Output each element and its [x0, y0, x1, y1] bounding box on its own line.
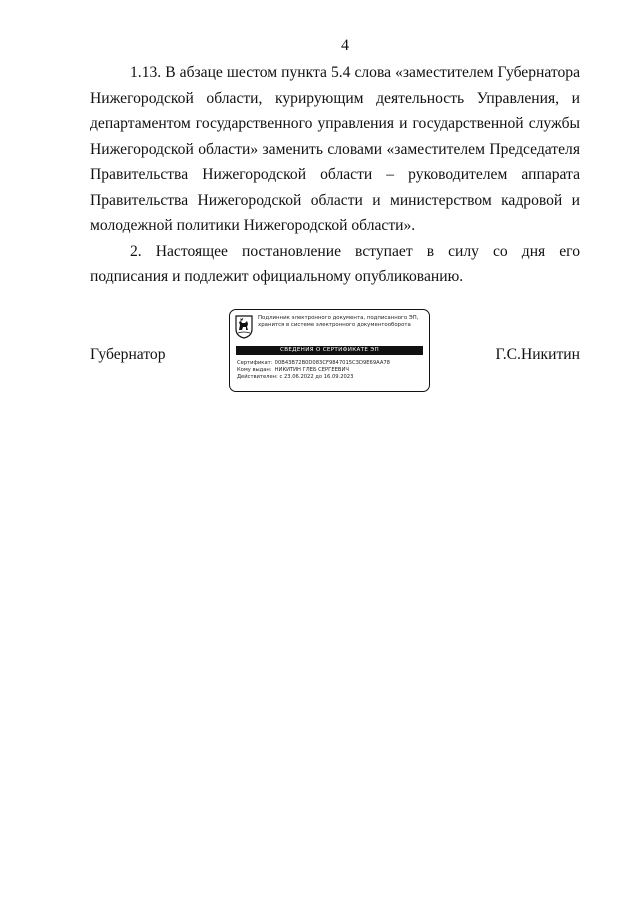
issued-to-value: НИКИТИН ГЛЕБ СЕРГЕЕВИЧ	[274, 367, 349, 373]
stamp-header-line-2: хранится в системе электронного документооборота	[258, 322, 411, 328]
validity-value: с 23.06.2022 до 16.09.2023	[279, 374, 354, 380]
certificate-details	[237, 360, 427, 381]
paragraph-2: 2. Настоящее постановление вступает в силу со дня его подписания и подлежит официальному опубликованию.	[90, 242, 580, 285]
stamp-header-line-1: Подлинник электронного документа, подписанного ЭП,	[258, 315, 419, 321]
electronic-signature-stamp	[229, 309, 430, 392]
signatory-title: Губернатор	[90, 346, 166, 363]
page-number: 4	[341, 37, 349, 54]
certificate-label: Сертификат:	[237, 360, 273, 366]
certificate-value: 00B43B72B0D083CF9847015C3D9E69AA78	[274, 360, 390, 366]
certificate-info-bar: СВЕДЕНИЯ О СЕРТИФИКАТЕ ЭП	[236, 346, 423, 355]
issued-to-label: Кому выдан:	[237, 367, 272, 373]
paragraph-1-13: 1.13. В абзаце шестом пункта 5.4 слова «заместителем Губернатора Нижегородской области, курирующим деятельность Управления, и департаментом государственного управления и государственной службы Нижегородской области» заменить словами «заместителем Председателя Правительства Нижегородской области – руководителем аппарата Правительства Нижегородской области и министерством кадровой и молодежной политики Нижегородской области».	[90, 64, 580, 234]
document-body	[90, 60, 580, 290]
coat-of-arms-icon	[235, 315, 253, 339]
signatory-name: Г.С.Никитин	[495, 346, 580, 363]
certificate-row	[237, 360, 427, 367]
validity-row	[237, 374, 427, 381]
validity-label: Действителен:	[237, 374, 278, 380]
stamp-header	[258, 315, 426, 329]
issued-to-row	[237, 367, 427, 374]
